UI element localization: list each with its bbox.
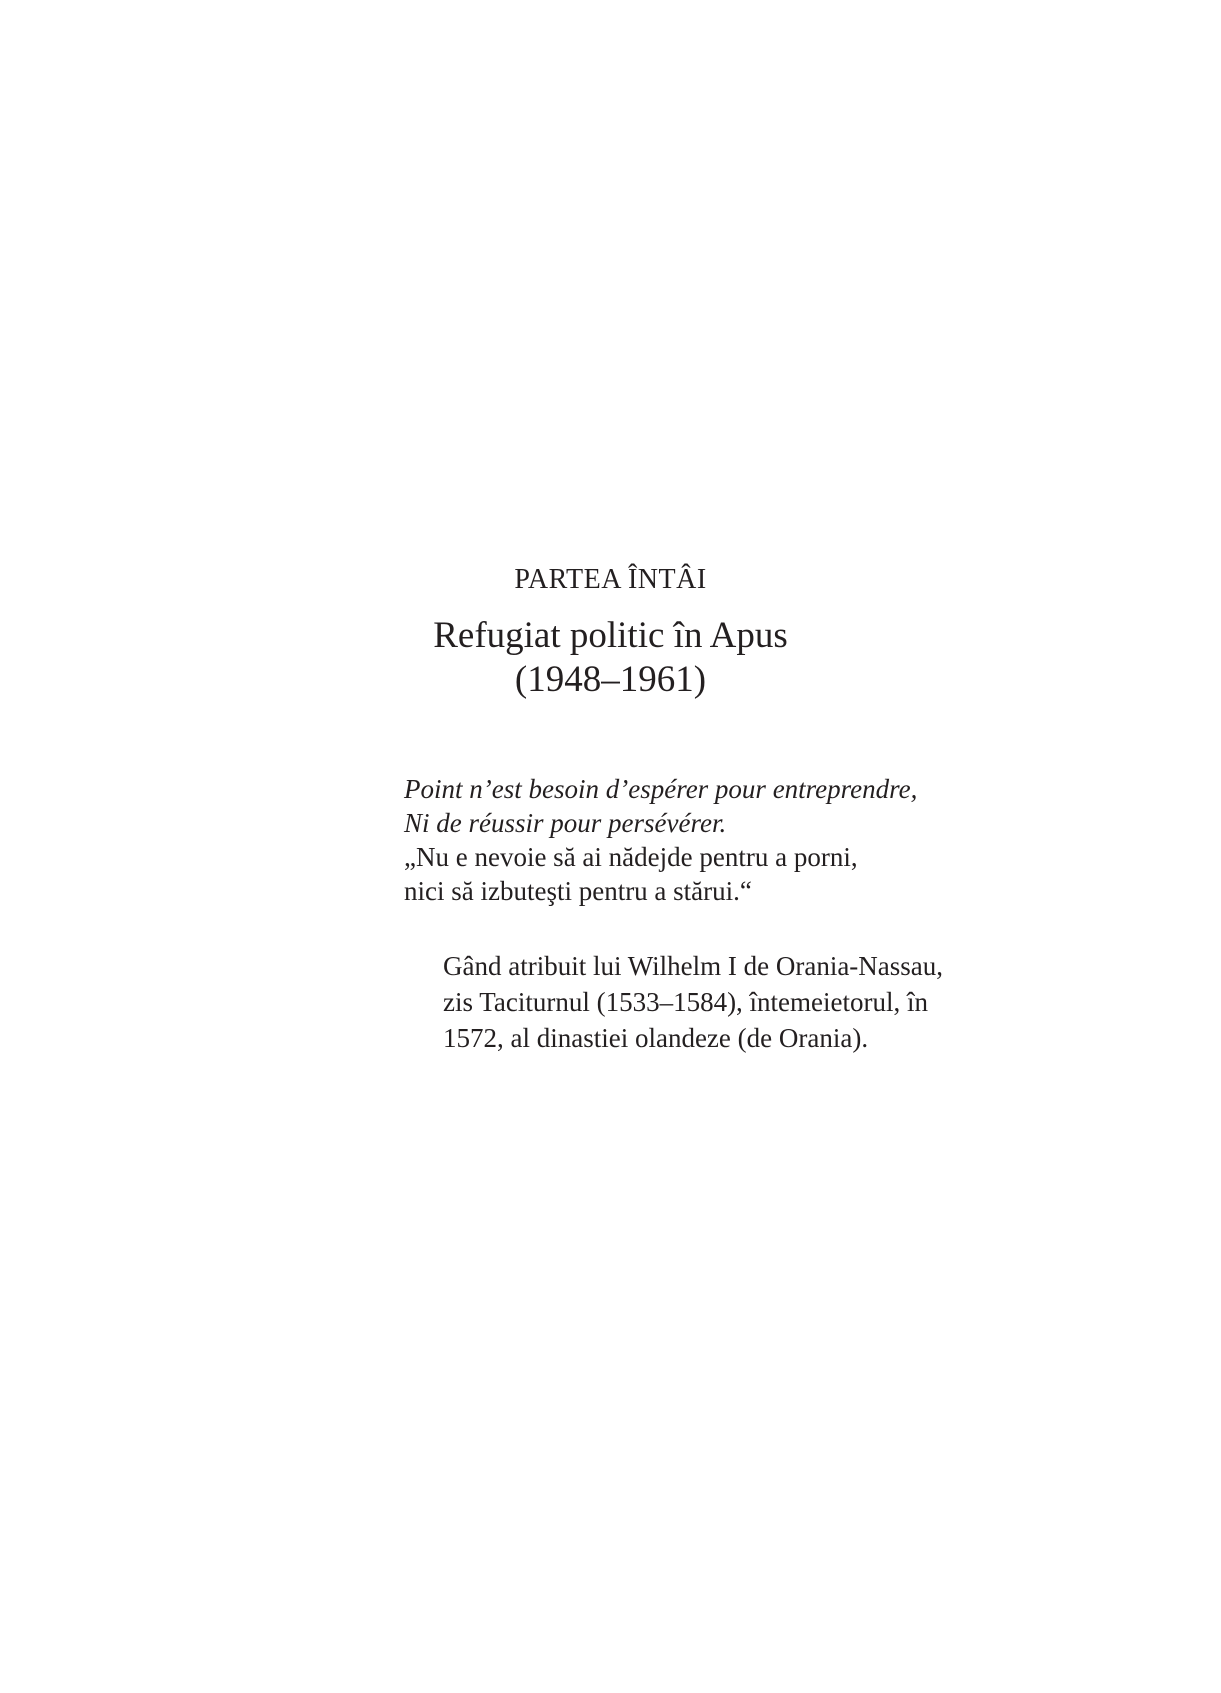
title-years: (1948–1961) — [514, 659, 707, 700]
part-label: PARTEA ÎNTÂI — [514, 564, 707, 595]
motto — [404, 772, 917, 908]
motto-french-line: Point n’est besoin d’espérer pour entreprendre, — [404, 774, 918, 804]
motto-attribution — [443, 948, 943, 1056]
attribution-line: 1572, al dinastiei olandeze (de Orania). — [443, 1023, 869, 1053]
part-title — [0, 614, 1221, 702]
title-line: Refugiat politic în Apus — [433, 615, 788, 656]
motto-french-line: Ni de réussir pour persévérer. — [404, 808, 727, 838]
attribution-line: zis Taciturnul (1533–1584), întemeietorul, în — [443, 987, 929, 1017]
motto-romanian-line: nici să izbuteşti pentru a stărui.“ — [404, 876, 752, 906]
attribution-line: Gând atribuit lui Wilhelm I de Orania-Nassau, — [443, 951, 944, 981]
motto-romanian-line: „Nu e nevoie să ai nădejde pentru a porni, — [404, 842, 858, 872]
